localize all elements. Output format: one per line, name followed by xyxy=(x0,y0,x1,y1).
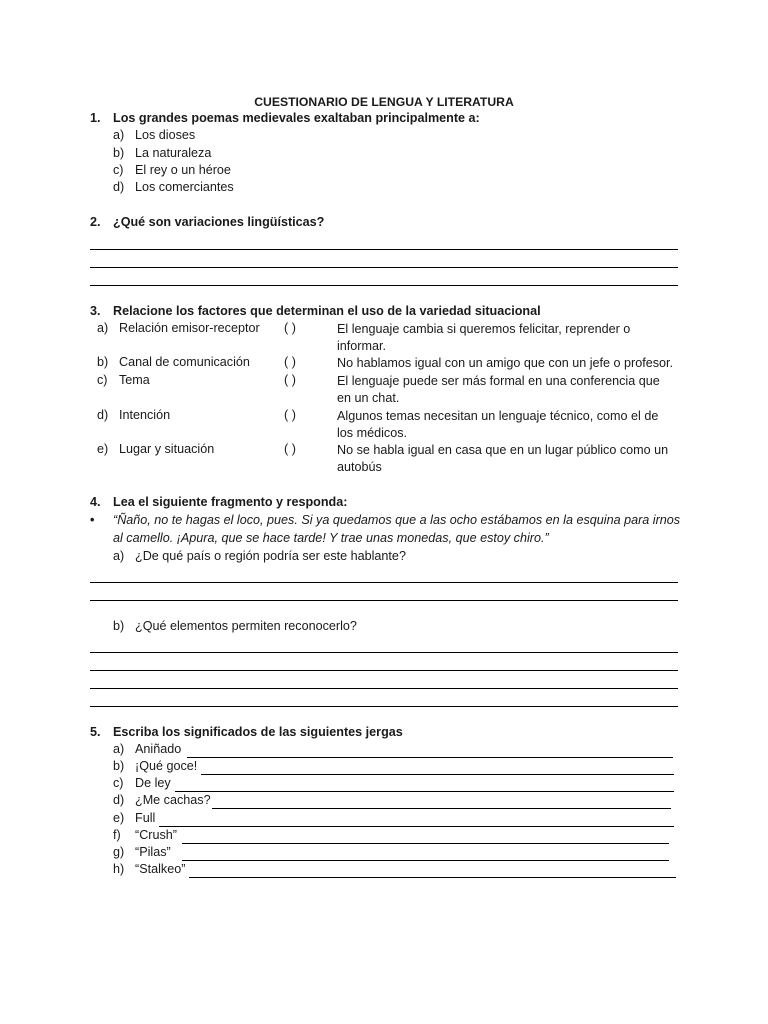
q5-item-a-text: Aniñado xyxy=(135,742,182,756)
q5-item-c-label: c) xyxy=(113,776,124,790)
answer-line[interactable] xyxy=(90,249,678,250)
q4-quote-line-1: “Ñaño, no te hagas el loco, pues. Si ya quedamos que a las ocho estábamos en la esquina para irnos xyxy=(113,513,681,527)
q1-option-c-text: El rey o un héroe xyxy=(135,163,231,177)
question-5-text: Escriba los significados de las siguientes jergas xyxy=(113,725,403,739)
q5-item-f xyxy=(113,828,177,842)
q5-item-e-label: e) xyxy=(113,811,125,825)
q5-item-b xyxy=(113,759,197,773)
q5-item-a xyxy=(113,742,181,756)
slang-answer-line[interactable] xyxy=(189,877,676,878)
bullet-icon: • xyxy=(90,513,95,527)
question-4-text: Lea el siguiente fragmento y responda: xyxy=(113,495,348,509)
slang-answer-line[interactable] xyxy=(182,860,669,861)
q5-item-d xyxy=(113,793,211,807)
q3-factor-e-text: Lugar y situación xyxy=(119,442,215,456)
q3-factor-e xyxy=(97,442,214,456)
answer-line[interactable] xyxy=(90,267,678,268)
q3-description-1: El lenguaje cambia si queremos felicitar, reprender o informar. xyxy=(337,322,631,353)
q5-item-c-text: De ley xyxy=(135,776,171,790)
question-4 xyxy=(90,495,347,509)
q3-match-paren-b[interactable]: ( ) xyxy=(284,355,296,369)
q4-sub-a-text: ¿De qué país o región podría ser este hablante? xyxy=(135,549,406,563)
q1-option-c xyxy=(113,163,231,177)
slang-answer-line[interactable] xyxy=(187,757,673,758)
q3-factor-b-text: Canal de comunicación xyxy=(119,355,250,369)
q5-item-g-text: “Pilas” xyxy=(135,845,171,859)
answer-line[interactable] xyxy=(90,652,678,653)
q3-factor-d-text: Intención xyxy=(119,408,171,422)
q4-sub-a xyxy=(113,549,406,563)
q1-option-b xyxy=(113,146,211,160)
q5-item-f-text: “Crush” xyxy=(135,828,177,842)
q1-option-d-label: d) xyxy=(113,180,125,194)
q1-option-b-text: La naturaleza xyxy=(135,146,212,160)
q3-match-paren-d[interactable]: ( ) xyxy=(284,408,296,422)
q3-match-paren-e[interactable]: ( ) xyxy=(284,442,296,456)
q5-item-e-text: Full xyxy=(135,811,156,825)
q1-option-a-text: Los dioses xyxy=(135,128,196,142)
slang-answer-line[interactable] xyxy=(201,774,674,775)
slang-answer-line[interactable] xyxy=(159,826,674,827)
q3-factor-e-label: e) xyxy=(97,442,109,456)
answer-line[interactable] xyxy=(90,600,678,601)
question-2-text: ¿Qué son variaciones lingüísticas? xyxy=(113,215,325,229)
q5-item-h-label: h) xyxy=(113,862,125,876)
question-1 xyxy=(90,111,480,125)
q3-factor-b xyxy=(97,355,250,369)
q1-option-d-text: Los comerciantes xyxy=(135,180,234,194)
q3-description-3: El lenguaje puede ser más formal en una conferencia que en un chat. xyxy=(337,374,660,405)
q3-match-paren-a[interactable]: ( ) xyxy=(284,321,296,335)
question-3-number: 3. xyxy=(90,304,101,318)
answer-line[interactable] xyxy=(90,285,678,286)
q5-item-d-label: d) xyxy=(113,793,125,807)
q1-option-a-label: a) xyxy=(113,128,125,142)
q1-option-c-label: c) xyxy=(113,163,124,177)
question-3 xyxy=(90,304,541,318)
q5-item-g xyxy=(113,845,171,859)
q5-item-e xyxy=(113,811,155,825)
q3-factor-c-label: c) xyxy=(97,373,108,387)
q5-item-h-text: “Stalkeo” xyxy=(135,862,186,876)
q1-option-b-label: b) xyxy=(113,146,125,160)
q3-factor-d-label: d) xyxy=(97,408,109,422)
q3-factor-d xyxy=(97,408,170,422)
slang-answer-line[interactable] xyxy=(212,808,671,809)
question-1-text: Los grandes poemas medievales exaltaban principalmente a: xyxy=(113,111,480,125)
q5-item-b-text: ¡Qué goce! xyxy=(135,759,198,773)
q3-factor-a xyxy=(97,321,260,335)
q3-description-2: No hablamos igual con un amigo que con un jefe o profesor. xyxy=(337,356,674,370)
worksheet-title: CUESTIONARIO DE LENGUA Y LITERATURA xyxy=(254,95,514,109)
q3-match-paren-c[interactable]: ( ) xyxy=(284,373,296,387)
q3-description-4: Algunos temas necesitan un lenguaje técnico, como el de los médicos. xyxy=(337,409,659,440)
question-5-number: 5. xyxy=(90,725,101,739)
q3-factor-a-label: a) xyxy=(97,321,109,335)
question-3-text: Relacione los factores que determinan el uso de la variedad situacional xyxy=(113,304,541,318)
q4-sub-b xyxy=(113,619,357,633)
q3-factor-a-text: Relación emisor-receptor xyxy=(119,321,260,335)
question-5 xyxy=(90,725,403,739)
q4-sub-b-text: ¿Qué elementos permiten reconocerlo? xyxy=(135,619,357,633)
q5-item-h xyxy=(113,862,185,876)
answer-line[interactable] xyxy=(90,582,678,583)
q5-item-a-label: a) xyxy=(113,742,125,756)
q4-quote-line-2: al camello. ¡Apura, que se hace tarde! Y trae unas monedas, que estoy chiro.” xyxy=(113,531,549,545)
question-2-number: 2. xyxy=(90,215,101,229)
q5-item-b-label: b) xyxy=(113,759,125,773)
answer-line[interactable] xyxy=(90,670,678,671)
slang-answer-line[interactable] xyxy=(182,843,669,844)
q3-factor-c xyxy=(97,373,150,387)
answer-line[interactable] xyxy=(90,706,678,707)
q4-sub-a-label: a) xyxy=(113,549,125,563)
question-1-number: 1. xyxy=(90,111,101,125)
q1-option-a xyxy=(113,128,195,142)
answer-line[interactable] xyxy=(90,688,678,689)
q3-factor-c-text: Tema xyxy=(119,373,150,387)
q5-item-c xyxy=(113,776,171,790)
q4-sub-b-label: b) xyxy=(113,619,125,633)
q5-item-f-label: f) xyxy=(113,828,121,842)
q1-option-d xyxy=(113,180,234,194)
question-4-number: 4. xyxy=(90,495,101,509)
q5-item-d-text: ¿Me cachas? xyxy=(135,793,211,807)
q3-factor-b-label: b) xyxy=(97,355,109,369)
q3-description-5: No se habla igual en casa que en un lugar público como un autobús xyxy=(337,443,669,474)
slang-answer-line[interactable] xyxy=(175,791,674,792)
q5-item-g-label: g) xyxy=(113,845,125,859)
question-2 xyxy=(90,215,324,229)
